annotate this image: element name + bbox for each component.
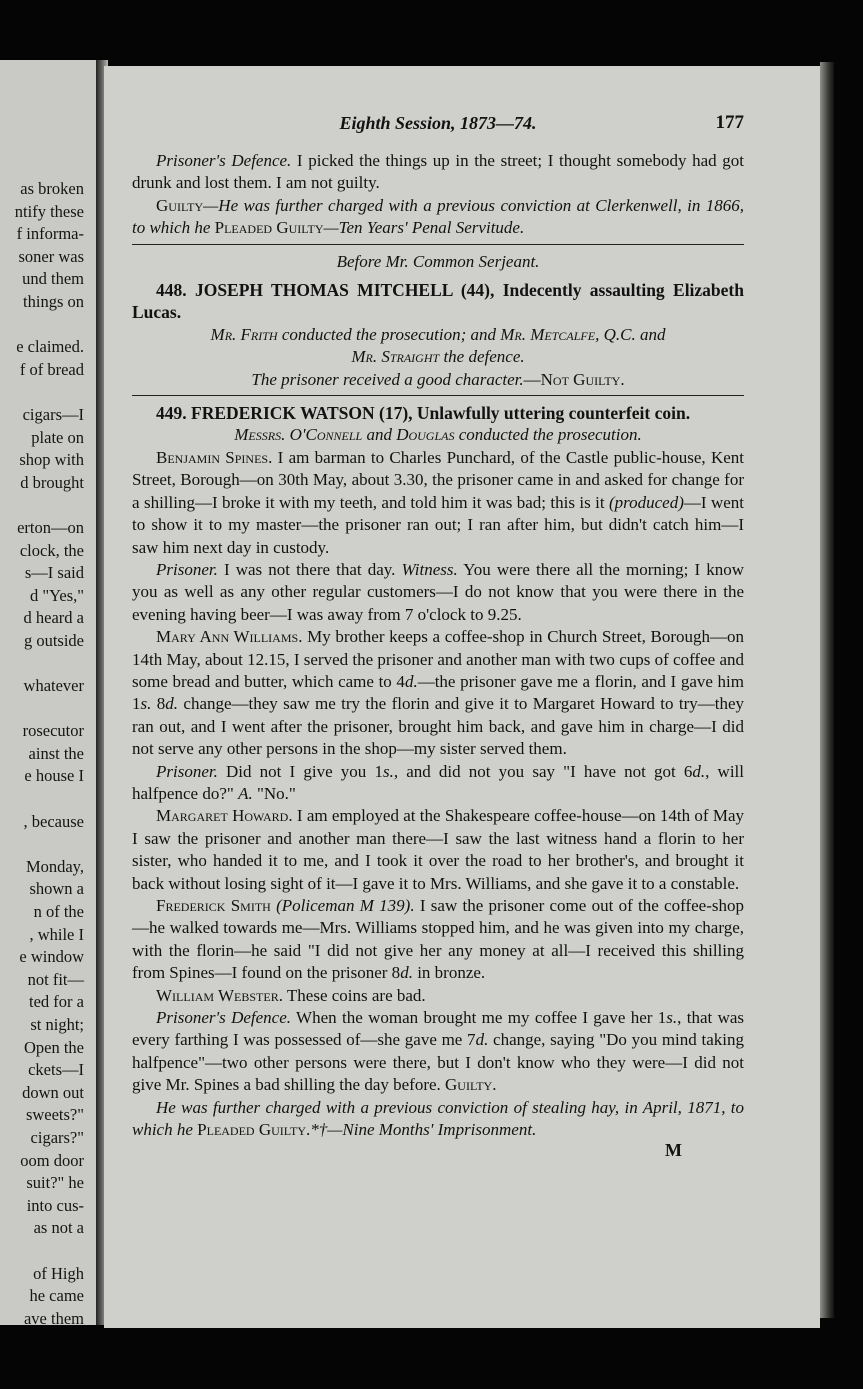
- counsel-name: Mr. Straight: [351, 347, 440, 367]
- counsel-name: Messrs. O'Connell: [234, 425, 363, 445]
- speaker-label: Prisoner's Defence.: [156, 151, 292, 170]
- counsel-name: Mr. Metcalfe: [500, 324, 596, 344]
- currency-unit: d.: [475, 1030, 489, 1050]
- paragraph-text: I saw the prisoner come out of the coffee-shop—he walked towards me—Mrs. Williams stopped him, and he was given into my charge, with the florin—he said "I did not give her any money at all—I received this shilling from Spines—I found on the prisoner 8: [132, 896, 744, 983]
- plea: Pleaded Guilty: [214, 218, 324, 238]
- case-448-verdict: [132, 369, 744, 391]
- paragraph-text: in bronze.: [412, 963, 486, 983]
- currency-unit: s.: [140, 694, 152, 714]
- counsel-name: Mr. Frith: [210, 324, 278, 344]
- counsel-name: Douglas: [396, 425, 455, 445]
- case-448-defence: [132, 346, 744, 368]
- case-449-counsel: [132, 424, 744, 446]
- currency-unit: s.: [666, 1008, 678, 1028]
- speaker-label: Prisoner's Defence.: [156, 1008, 292, 1028]
- witness-name: Benjamin Spines.: [156, 447, 273, 467]
- page-edge: [820, 62, 834, 1318]
- prisoners-defence-2: [132, 1007, 744, 1097]
- paragraph-text: I picked the things up in the street; I thought somebody had got drunk and lost them. I am not guilty.: [132, 151, 744, 193]
- paragraph-verdict: [132, 195, 744, 240]
- left-page-text: as broken ntify these f informa- soner was und them things on e claimed. f of bread cigars—I plate on shop with d brought erton—on clock, the s—I said d "Yes," d heard a g outside whatever rosecutor ainst the e house I , because Monday, shown a n of the , while I e window not fit— ted for a st night; Open the ckets—I down out sweets?" cigars?" oom door suit?" he into cus- as not a of High he came ave them: [14, 179, 84, 1328]
- paragraph-text: , will halfpence do?": [132, 761, 745, 803]
- witness-name: William Webster.: [156, 985, 283, 1005]
- paragraph-text: , and did not you say "I have not got 6: [393, 761, 693, 781]
- currency-unit: d.: [404, 671, 418, 691]
- paragraph-text: My brother keeps a coffee-shop in Church Street, Borough—on 14th May, about 12.15, I served the prisoner and another man with two cups of coffee and some bread and butter, which came to 4: [132, 627, 744, 691]
- paragraph-text: I am employed at the Shakespeare coffee-house—on 14th of May I saw the prisoner and another man there—I saw the last witness hand a florin to her sister, who handed it to me, and I took it over the road to her brother's, and brought it back without losing sight of it—I gave it to Mrs. Williams, and she gave it to a constable.: [132, 806, 745, 893]
- testimony-spines: [132, 447, 744, 559]
- sentence: —Ten Years' Penal Servitude.: [323, 218, 525, 238]
- paragraph-text: change—they saw me try the florin and give it to Margaret Howard to try—they ran out, and I went after the prisoner, brought him back, and gave him in charge—I did not serve any other persons in the shop—my sister served them.: [132, 694, 744, 759]
- paragraph-text: change, saying "Do you mind taking halfpence"—two other persons were there, but I don't know who they were—I did not give Mr. Spines a bad shilling the day before.: [132, 1030, 744, 1095]
- paragraph-text: conducted the prosecution.: [454, 425, 642, 445]
- page-header: [132, 112, 744, 140]
- currency-unit: s.: [382, 761, 394, 781]
- running-head: Eighth Session, 1873—74.: [339, 113, 537, 133]
- paragraph-text: conducted the prosecution; and: [277, 324, 501, 344]
- verdict: Guilty: [156, 195, 204, 215]
- plea: Pleaded Guilty.: [197, 1120, 311, 1140]
- paragraph-text: , Q.C. and: [595, 324, 666, 344]
- speaker-label: Prisoner.: [156, 559, 218, 579]
- paragraph-text: "No.": [252, 783, 296, 803]
- case-448-title: 448. JOSEPH THOMAS MITCHELL (44), Indecently assaulting Elizabeth Lucas.: [132, 280, 744, 323]
- paragraph-text: —the prisoner gave me a florin, and I gave him 1: [132, 671, 744, 714]
- case-449-title: 449. FREDERICK WATSON (17), Unlawfully uttering counterfeit coin.: [156, 403, 691, 424]
- section-divider: [132, 395, 744, 396]
- sentence: *†—Nine Months' Imprisonment.: [310, 1120, 537, 1140]
- currency-unit: d.: [692, 761, 706, 781]
- speaker-label: Prisoner.: [156, 761, 218, 781]
- verdict: —Not Guilty.: [523, 369, 625, 389]
- paragraph-text: These coins are bad.: [282, 985, 426, 1005]
- page-number: 177: [715, 112, 744, 133]
- case-448-counsel: [132, 324, 744, 346]
- verdict: Guilty.: [445, 1075, 497, 1095]
- witness-role: (Policeman M 139).: [270, 896, 415, 915]
- witness-name: Frederick Smith: [156, 896, 271, 915]
- paragraph-text: When the woman brought me my coffee I gave her 1: [291, 1008, 667, 1028]
- testimony-williams: [132, 626, 744, 760]
- section-divider: [132, 244, 744, 245]
- testimony-smith: [132, 895, 744, 985]
- currency-unit: d.: [400, 963, 413, 983]
- paragraph-text: —I went to show it to my master—the prisoner ran out; I ran after him, but didn't catch him—I saw him next day in custody.: [132, 492, 744, 557]
- paragraph-text: I was not there that day.: [217, 559, 402, 579]
- page-content: [132, 112, 744, 1162]
- paragraph-text: He was further charged with a previous conviction of stealing hay, in April, 1871, to which he: [132, 1097, 744, 1140]
- paragraph-text: and: [362, 425, 397, 445]
- paragraph-prisoners-defence: [132, 150, 744, 195]
- testimony-webster: [132, 985, 744, 1007]
- currency-unit: d.: [165, 694, 179, 714]
- court-heading: Before Mr. Common Serjeant.: [336, 251, 540, 271]
- speaker-label: A.: [238, 783, 253, 803]
- signature-mark: M: [665, 1140, 682, 1161]
- paragraph-text: 8: [151, 694, 166, 714]
- paragraph-text: You were there all the morning; I know you as well as any other regular customers—I do not know that you were there in the evening having beer—I was away from 7 o'clock to 9.25.: [132, 559, 745, 624]
- paragraph-text: I am barman to Charles Punchard, of the Castle public-house, Kent Street, Borough—on 30th May, about 3.30, the prisoner came in and asked for change for a shilling—I broke it with my teeth, and told him it was bad; this is it: [132, 447, 744, 512]
- witness-name: Mary Ann Williams.: [156, 627, 303, 647]
- cross-examination-1: [132, 559, 744, 626]
- paragraph-text: The prisoner received a good character.: [251, 369, 524, 389]
- witness-name: Margaret Howard.: [156, 806, 293, 826]
- paragraph-text: Did not I give you 1: [217, 761, 383, 781]
- paragraph-text: (produced): [608, 492, 684, 512]
- paragraph-text: —He was further charged with a previous conviction at Clerkenwell, in 1866, to which he: [132, 195, 744, 238]
- cross-examination-2: [132, 761, 744, 806]
- speaker-label: Witness.: [401, 559, 458, 579]
- testimony-howard: [132, 805, 744, 895]
- paragraph-text: , that was every farthing I was possessed of—she gave me 7: [132, 1008, 745, 1050]
- final-sentence: [132, 1097, 744, 1142]
- paragraph-text: the defence.: [439, 347, 525, 367]
- left-page: [0, 60, 98, 1328]
